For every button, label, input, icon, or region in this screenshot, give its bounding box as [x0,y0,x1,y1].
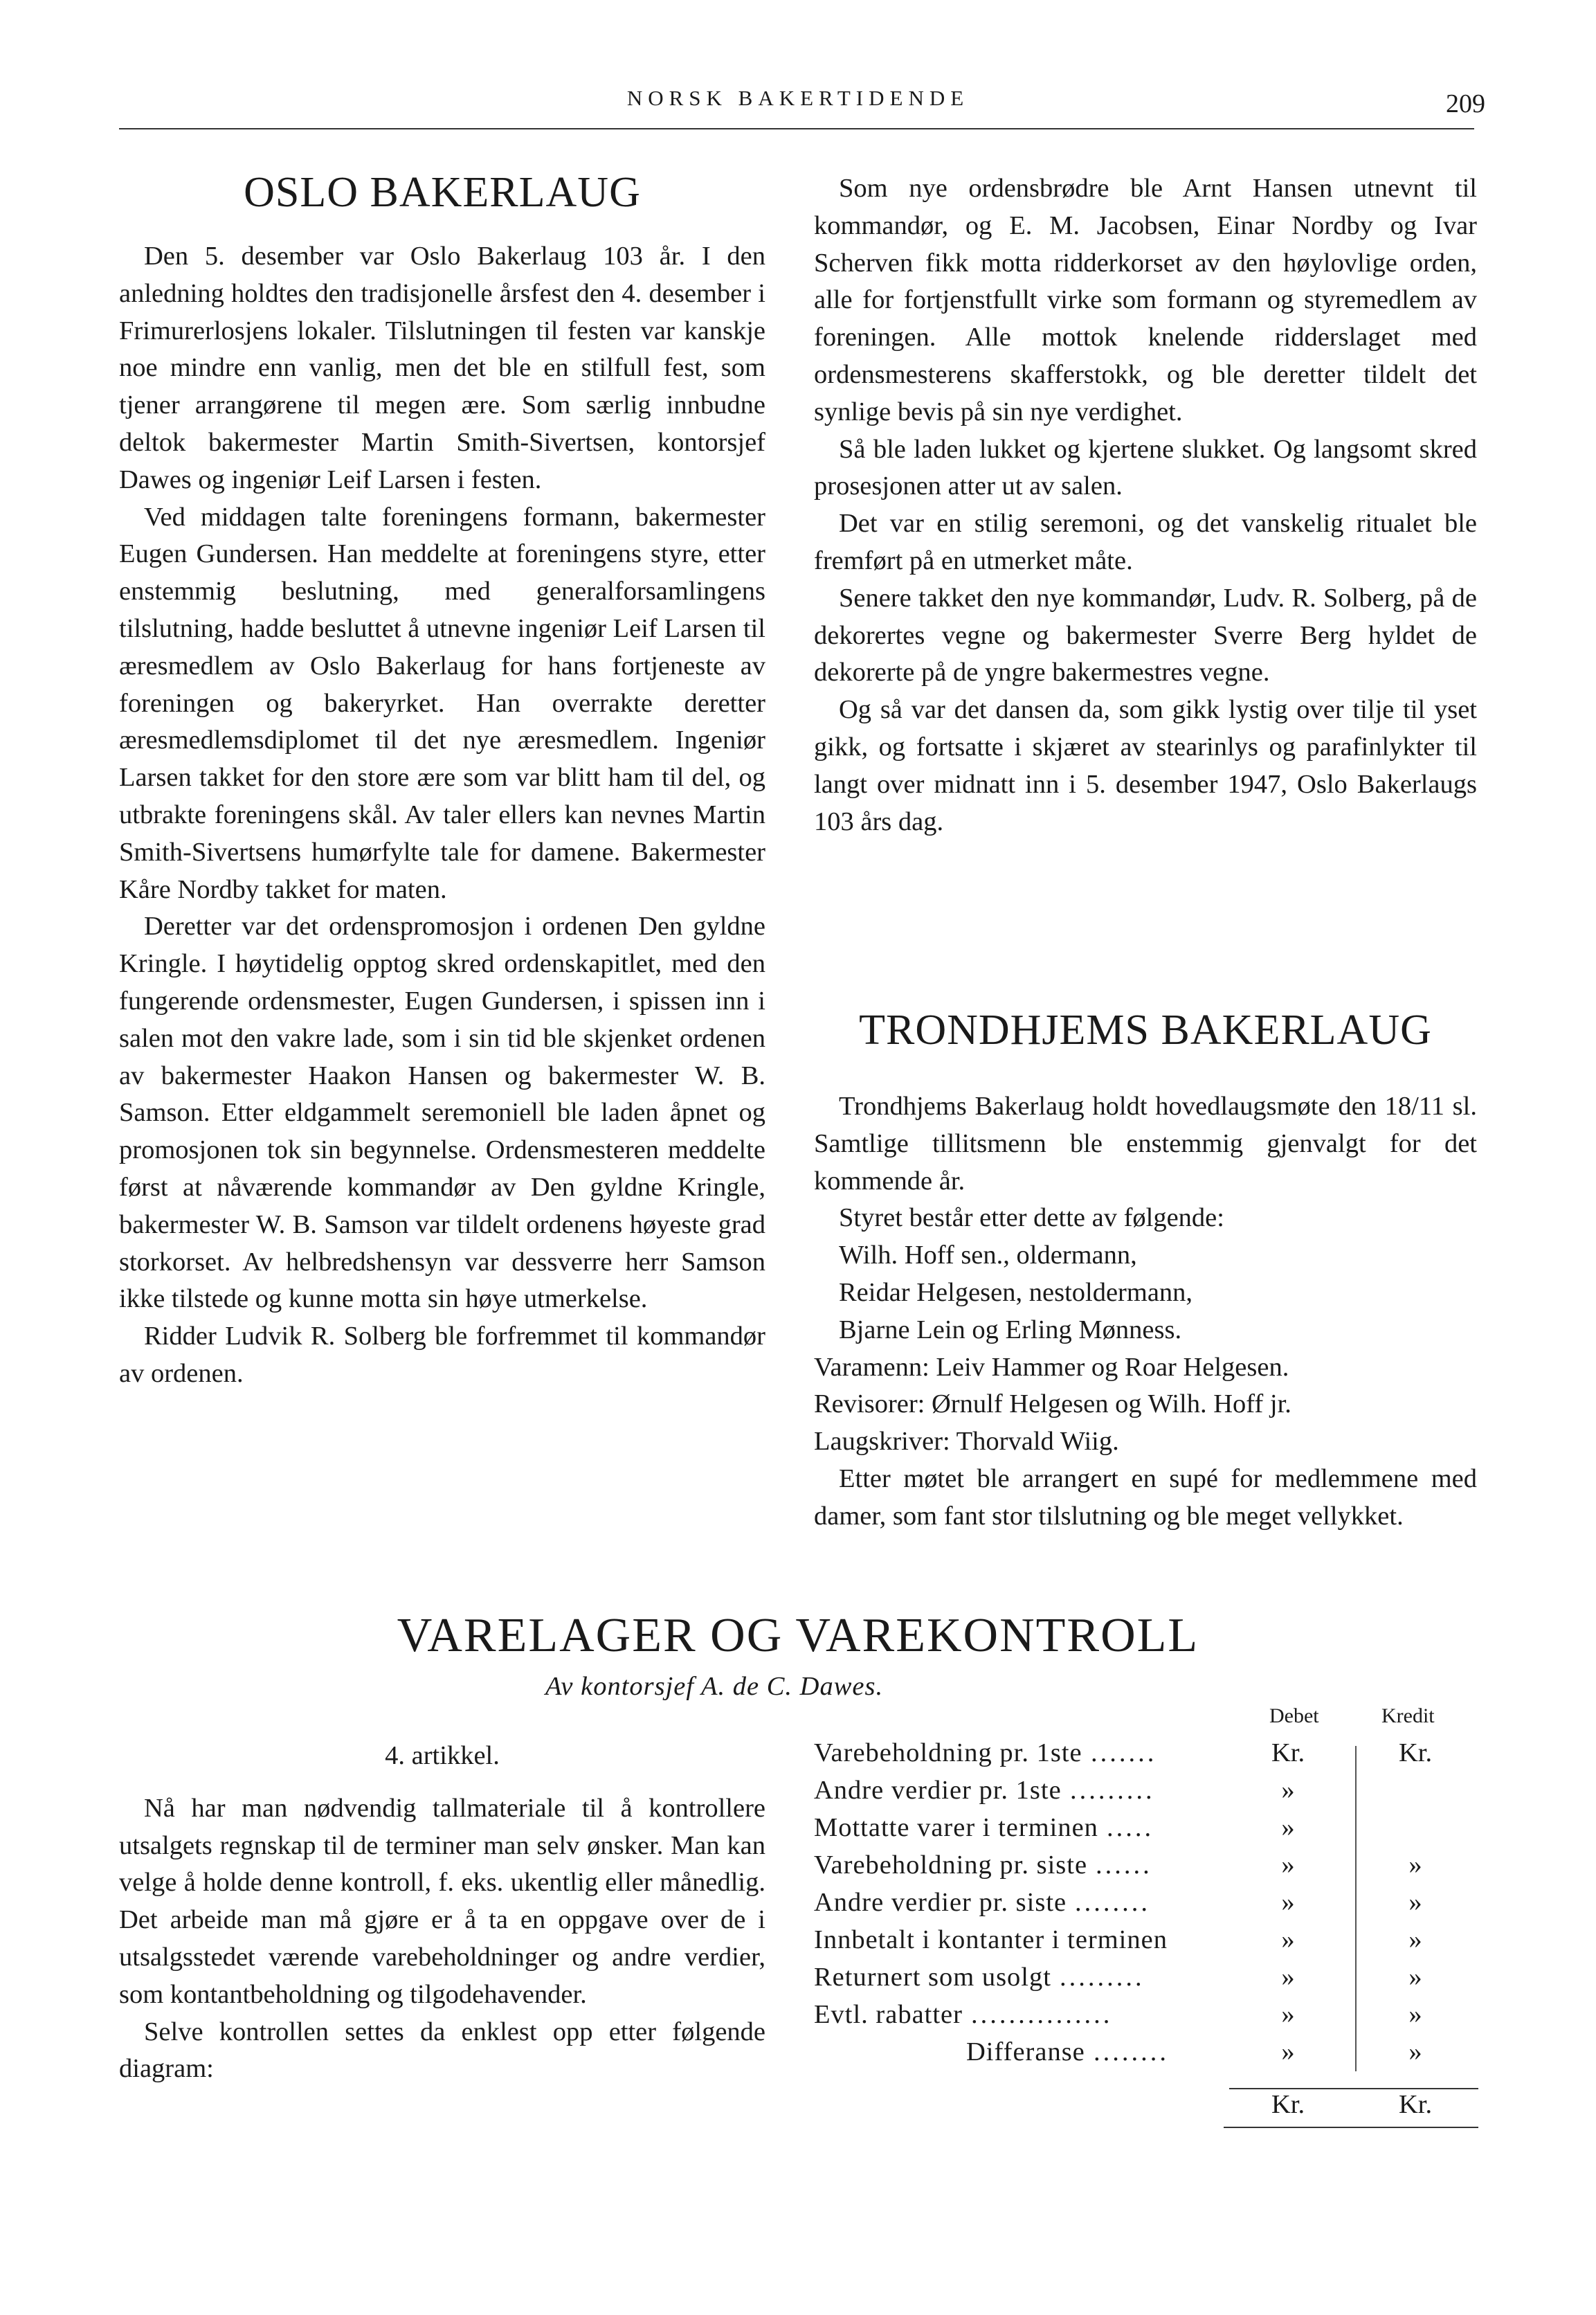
ledger-row-label: Evtl. rabatter [814,2000,963,2029]
oslo-article-left [119,165,765,1393]
ledger-total-debet: Kr. [1271,2090,1305,2119]
oslo-paragraph: Ved middagen talte foreningens formann, bakermester Eugen Gundersen. Han meddelte at foreningens styre, etter enstemmig beslutning, med generalforsamlingens tilslutning, hadde besluttet å utnevne ingeniør Leif Larsen til æresmedlem av Oslo Bakerlaug for hans fortjeneste av foreningen og bakeryrket. Han overrakte deretter æresmedlemsdiplomet til det nye æresmedlem. Ingeniør Larsen takket for den store ære som var blitt ham til del, og utbrakte foreningens skål. Av taler ellers kan nevnes Martin Smith-Sivertsens humørfylte tale for damene. Bakermester Kåre Nordby takket for maten. [119,502,765,904]
ledger-row-label: Returnert som usolgt [814,1963,1051,1992]
trondhjem-title: TRONDHJEMS BAKERLAUG [859,1007,1432,1054]
ledger-row-kredit: » [1408,1850,1422,1880]
ledger-row-kredit: » [1408,2037,1422,2066]
ledger-row-label: Andre verdier pr. siste [814,1888,1067,1917]
trondhjem-line: Varamenn: Leiv Hammer og Roar Helgesen. [814,1352,1289,1382]
ledger-row-label: Varebeholdning pr. 1ste [814,1738,1082,1767]
oslo-title: OSLO BAKERLAUG [244,169,641,216]
vare-paragraph: Selve kontrollen settes da enklest opp etter følgende diagram: [119,2017,765,2084]
ledger-row-leader-dots: ............... [971,2000,1113,2029]
oslo-paragraph: Ridder Ludvik R. Solberg ble forfremmet til kommandør av ordenen. [119,1322,765,1388]
oslo-article-right [814,170,1477,840]
vare-paragraph: Nå har man nødvendig tallmateriale til å kontrollere utsalgets regnskap til de terminer man selv ønsker. Man kan velge å holde denne kontroll, f. eks. ukentlig eller månedlig. Det arbeide man må gjøre er å ta en oppgave over de i utsalgsstedet værende varebeholdninger og andre verdier, som kontantbeholdning og tilgodehavender. [119,1793,765,2009]
ledger-row [814,1925,1478,1962]
ledger-row [814,1812,1478,1850]
trondhjem-paragraph: Etter møtet ble arrangert en supé for medlemmene med damer, som fant stor tilslutning og ble meget vellykket. [814,1463,1477,1531]
ledger-row-label: Andre verdier pr. 1ste [814,1776,1062,1805]
ledger-row-leader-dots: ....... [1091,1738,1157,1767]
oslo-paragraph: Så ble laden lukket og kjertene slukket. Og langsomt skred prosesjonen atter ut av salen. [814,434,1477,501]
ledger-row-label: Innbetalt i kontanter i terminen [814,1925,1168,1954]
oslo-paragraph: Den 5. desember var Oslo Bakerlaug 103 år. I den anledning holdtes den tradisjonelle årsfest den 4. desember i Frimurerlosjens lokaler. Tilslutningen til festen var kanskje noe mindre enn vanlig, men det ble en stilfull fest, som tjener arrangørene til megen ære. Som særlig innbudne deltok bakermester Martin Smith-Sivertsen, kontorsjef Dawes og ingeniør Leif Larsen i festen. [119,242,765,494]
ledger-row-debet: » [1281,1776,1295,1805]
ledger-header-kredit: Kredit [1381,1704,1435,1727]
vare-byline: Av kontorsjef A. de C. Dawes. [545,1672,884,1701]
trondhjem-line: Laugskriver: Thorvald Wiig. [814,1427,1119,1457]
article-number: 4. artikkel. [385,1741,500,1770]
ledger-row [814,1887,1478,1925]
running-head: NORSK BAKERTIDENDE [626,86,970,110]
ledger-bottom-rule [1224,2127,1478,2128]
ledger-row-debet: » [1281,2037,1295,2066]
ledger-row-leader-dots: ........ [1094,2037,1169,2066]
ledger-row-kredit: » [1408,1888,1422,1917]
oslo-paragraph: Det var en stilig seremoni, og det vanskelig ritualet ble fremført på en utmerket måte. [814,509,1477,575]
header-rule [119,128,1474,129]
ledger-row-kredit: Kr. [1398,1738,1433,1767]
ledger-row [814,1850,1478,1887]
ledger-row-kredit: » [1408,1925,1422,1954]
ledger-row-debet: » [1281,1963,1295,1992]
ledger-total-kredit: Kr. [1398,2090,1433,2119]
oslo-paragraph: Som nye ordensbrødre ble Arnt Hansen utnevnt til kommandør, og E. M. Jacobsen, Einar Nordby og Ivar Scherven fikk motta ridderkorset av den høylovlige orden, alle for fortjenstfullt virke som formann og styremedlem av foreningen. Alle mottok knelende ridderslaget med ordensmesterens skafferstokk, og ble deretter tildelt det synlige bevis på sin nye verdighet. [814,174,1477,426]
ledger-row-label: Differanse [966,2037,1085,2066]
trondhjem-line: Revisorer: Ørnulf Helgesen og Wilh. Hoff jr. [814,1389,1291,1419]
ledger-row-leader-dots: ...... [1096,1850,1152,1880]
ledger-row-debet: » [1281,2000,1295,2029]
trondhjem-line: Wilh. Hoff sen., oldermann, [839,1241,1137,1270]
ledger-row-kredit: » [1408,2000,1422,2029]
ledger-row [814,1999,1478,2037]
ledger-row-leader-dots: ......... [1060,1963,1145,1992]
ledger-row [814,1962,1478,1999]
ledger-row-debet: » [1281,1813,1295,1842]
oslo-paragraph: Senere takket den nye kommandør, Ludv. R. Solberg, på de dekorertes vegne og bakermester Sverre Berg hyldet de dekorerte på de yngre bakermestres vegne. [814,583,1477,687]
ledger-row-leader-dots: ........ [1075,1888,1150,1917]
trondhjem-line: Styret består etter dette av følgende: [839,1203,1224,1233]
ledger-row-debet: » [1281,1850,1295,1880]
oslo-paragraph: Deretter var det ordenspromosjon i ordenen Den gyldne Kringle. I høytidelig opptog skred ordenskapitlet, med den fungerende ordensmester, Eugen Gundersen, i spissen inn i salen mot den vakre lade, som i sin tid ble skjenket ordenen av bakermester Haakon Hansen og bakermester W. B. Samson. Etter eldgammelt seremoniell ble laden åpnet og promosjonen tok sin begynnelse. Ordensmesteren meddelte først at nåværende kommandør av Den gyldne Kringle, bakermester W. B. Samson var tildelt ordenens høyeste grad storkorset. Av helbredshensyn var dessverre herr Samson ikke tilstede og kunne motta sin høye utmerkelse. [119,912,765,1314]
oslo-paragraph: Og så var det dansen da, som gikk lystig over tilje til yset gikk, og fortsatte i skjæret av stearinlys og parafinlykter til langt over midnatt inn i 5. desember 1947, Oslo Bakerlaugs 103 års dag. [814,695,1477,836]
trondhjem-article [814,1002,1477,1535]
ledger-row-debet: » [1281,1925,1295,1954]
ledger-header-debet: Debet [1269,1704,1319,1727]
trondhjem-line: Bjarne Lein og Erling Mønness. [839,1315,1182,1344]
page-number: 209 [1446,89,1485,118]
vare-article [119,1738,765,2088]
trondhjem-line: Reidar Helgesen, nestoldermann, [839,1277,1193,1307]
ledger-row [814,2037,1478,2074]
ledger-row-kredit: » [1408,1963,1422,1992]
ledger-row-debet: » [1281,1888,1295,1917]
ledger-row-label: Mottatte varer i terminen [814,1813,1098,1842]
ledger-row [814,1775,1478,1812]
ledger-row-debet: Kr. [1271,1738,1305,1767]
ledger-row-label: Varebeholdning pr. siste [814,1850,1088,1880]
vare-title: VARELAGER OG VAREKONTROLL [397,1609,1199,1662]
trondhjem-paragraph: Trondhjems Bakerlaug holdt hovedlaugsmøte den 18/11 sl. Samtlige tillitsmenn ble enstemmig gjenvalgt for det kommende år. [814,1092,1477,1196]
ledger-row-leader-dots: ......... [1070,1776,1155,1805]
ledger-row [814,1738,1478,1775]
ledger-row-leader-dots: ..... [1107,1813,1154,1842]
